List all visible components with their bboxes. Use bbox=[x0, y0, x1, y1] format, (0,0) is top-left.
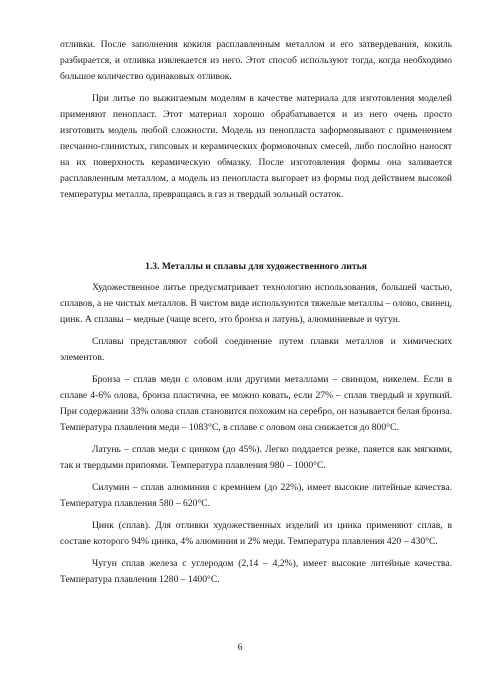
paragraph-lost-foam: При литье по выжигаемым моделям в качестве материала для изготовления моделей применяют пенопласт. Этот материал хорошо обрабатывается и из него очень просто изготовить модель любой сложности. Модель из пенопласта заформовывают с применением песчанно-глинистых, гипсовых и керамических формовочных смесей, либо послойно наносят на их поверхность керамическую обмазку. После изготовления формы она заливается расплавленным металлом, а модель из пенопласта выгорает из формы под действием высокой температуры металла, превращаясь в газ и твердый зольный остаток. bbox=[60, 93, 452, 200]
paragraph-silumin: Силумин – сплав алюминия с кремнием (до 22%), имеет высокие литейные качества. Температура плавления 580 – 620°С. bbox=[60, 482, 452, 509]
paragraph-alloys-definition: Сплавы представляют собой соединение путем плавки металлов и химических элементов. bbox=[60, 336, 452, 363]
section-body bbox=[60, 280, 452, 588]
page-number: 6 bbox=[237, 642, 243, 653]
section-heading: 1.3. Металлы и сплавы для художественного литья bbox=[145, 261, 367, 272]
paragraph-zinc: Цинк (сплав). Для отливки художественных изделий из цинка применяют сплав, в составе которого 94% цинка, 4% алюминия и 2% меди. Температура плавления 420 – 430°С. bbox=[60, 520, 452, 547]
paragraph-kokil-continuation: отливки. После заполнения кокиля расплавленным металлом и его затвердевания, кокиль разбирается, и отливка извлекается из него. Этот способ используют тогда, когда необходимо большое количество одинаковых отливок. bbox=[60, 39, 452, 82]
paragraph-alloys-intro: Художественное литье предусматривает технологию использования, большей частью, сплавов, а не чистых металлов. В чистом виде используются тяжелые металлы – олово, свинец, цинк. А сплавы – медные (чаще всего, это бронза и латунь), алюминиевые и чугун. bbox=[60, 282, 452, 325]
paragraph-bronze: Бронза – сплав меди с оловом или другими металлами – свинцом, никелем. Если в сплаве 4-6% олова, бронза пластична, ее можно ковать, если 27% – сплав твердый и хрупкий. При содержании 33% олова сплав становится похожим на серебро, он называется белая бронза. Температура плавления меди – 1083°С, в сплаве с оловом она снижается до 800°С. bbox=[60, 374, 452, 433]
paragraph-brass: Латунь – сплав меди с цинком (до 45%). Легко поддается резке, паяется как мягкими, так и твердыми припоями. Температура плавления 980 – 1000°С. bbox=[60, 444, 452, 471]
paragraph-cast-iron: Чугун сплав железа с углеродом (2,14 – 4,2%), имеет высокие литейные качества. Температура плавления 1280 – 1400°С. bbox=[60, 558, 452, 585]
intro-text bbox=[60, 37, 452, 203]
